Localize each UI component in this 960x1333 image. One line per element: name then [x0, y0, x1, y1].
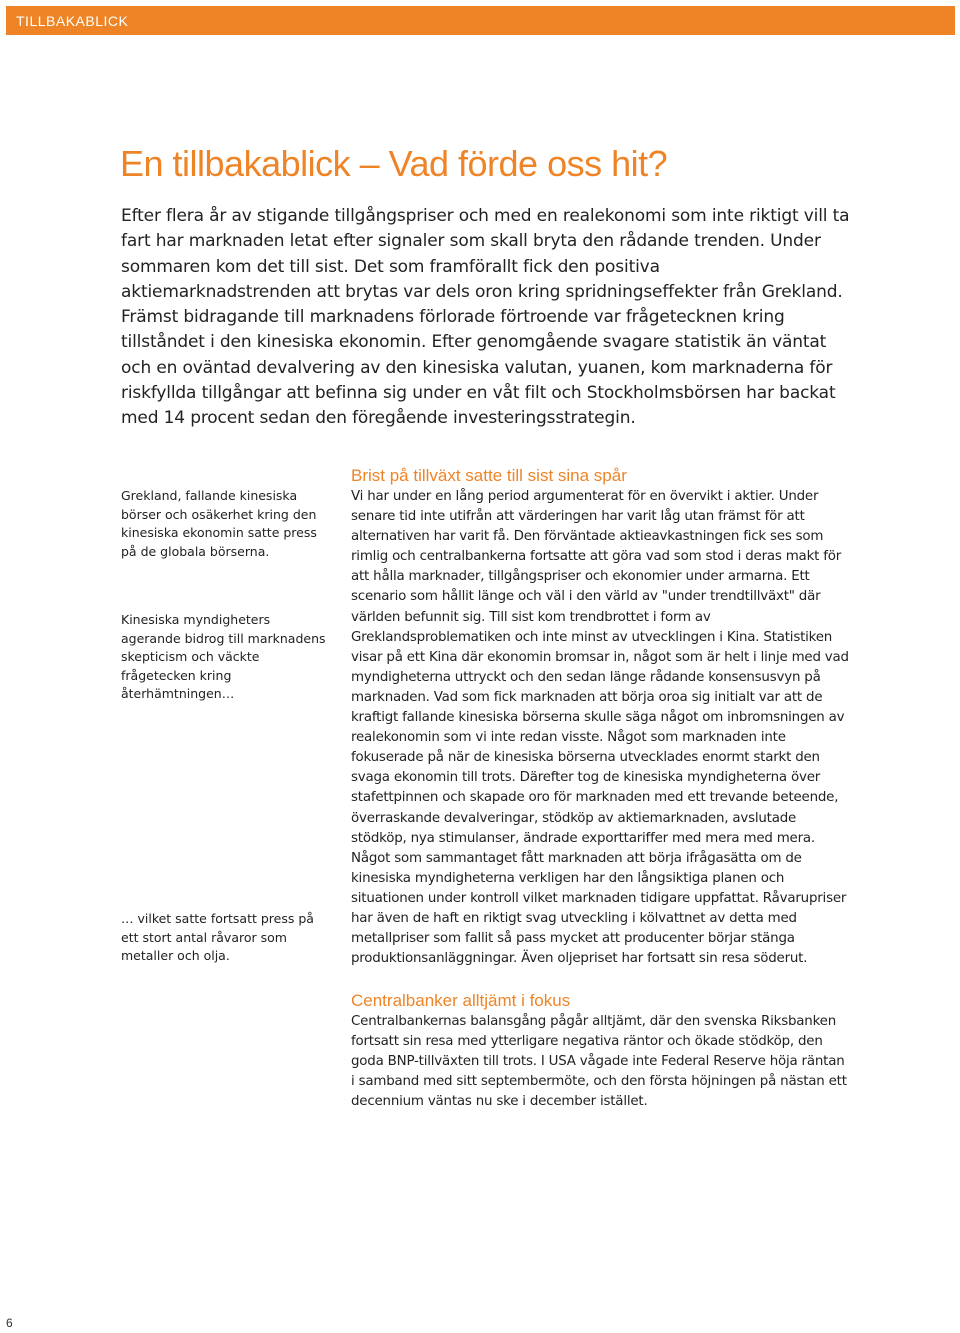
page-title: En tillbakablick – Vad förde oss hit? [120, 143, 668, 184]
section-central-banks [351, 990, 849, 1112]
sidenote-commodities: … vilket satte fortsatt press på ett stort antal råvaror som metaller och olja. [121, 911, 314, 964]
section-heading-central-banks: Centralbanker alltjämt i fokus [351, 991, 571, 1010]
page-number: 6 [6, 1316, 13, 1330]
section-label: TILLBAKABLICK [16, 13, 129, 29]
section-header-bar [6, 6, 955, 35]
section-heading-growth: Brist på tillväxt satte till sist sina spår [351, 466, 627, 485]
section-body-growth: Vi har under en lång period argumenterat för en övervikt i aktier. Under senare tid inte utifrån att värderingen har varit låg utan främst för att alternativen har varit få. Den förväntade aktieavkastningen fick ses som rimlig och centralbankerna fortsatte att göra vad som stod i deras makt för att hålla marknader, tillgångspriser och ekonomier under armarna. Ett scenario som hållit länge och väl i den värld av "under trendtillväxt" där världen befunnit sig. Till sist kom trendbrottet i form av Greklandsproblematiken och inte minst av utvecklingen i Kina. Statistiken visar på ett Kina där ekonomin bromsar in, något som är helt i linje med vad myndigheterna uttryckt och den sedan länge rådande konsensusvyn på marknaden. Vad som fick marknaden att börja oroa sig initialt var att de kraftigt fallande kinesiska börserna skulle säga något om inbromsningen av realekonomin som vi inte redan visste. Något som marknaden inte fokuserade på när de kinesiska börserna utvecklades enormt starkt den svaga ekonomin till trots. Därefter tog de kinesiska myndigheterna över stafettpinnen och skapade oro för marknaden med ett trevande beteende, överraskande devalveringar, stödköp av aktiemarknaden, avslutade stödköp, nya stimulanser, ändrade exporttariffer med mera med mera. Något som sammantaget fått marknaden att börja ifrågasätta om de kinesiska myndigheterna verkligen har den långsiktiga planen och situationen under kontroll vilket marknaden tidigare uppfattat. Råvarupriser har även de haft en riktigt svag utveckling i kölvattnet av detta med metallpriser som fallit så pass mycket att producenter börjar stänga produktionsanläggningar. Även oljepriset har fortsatt sin resa söderut. [351, 489, 849, 967]
sidenote-greece: Grekland, fallande kinesiska börser och osäkerhet kring den kinesiska ekonomin satte press på de globala börserna. [121, 488, 317, 559]
sidenote-china-authorities: Kinesiska myndigheters agerande bidrog till marknadens skepticism och väckte frågetecken kring återhämtningen… [121, 612, 326, 702]
section-body-central-banks: Centralbankernas balansgång pågår alltjämt, där den svenska Riksbanken fortsatt sin resa med ytterligare negativa räntor och ökade stödköp, den goda BNP-tillväxten till trots. I USA vågade inte Federal Reserve höja räntan i samband med sitt septembermöte, och den första höjningen på nästan ett decennium väntas nu ske i december istället. [351, 1014, 847, 1110]
intro-paragraph: Efter flera år av stigande tillgångspriser och med en realekonomi som inte riktigt vill ta fart har marknaden letat efter signaler som skall bryta den rådande trenden. Under sommaren kom det till sist. Det som framförallt fick den positiva aktiemarknadstrenden att brytas var dels oron kring spridningseffekter från Grekland. Främst bidragande till marknadens förlorade förtroende var frågetecknen kring tillståndet i den kinesiska ekonomin. Efter genomgående svagare statistik än väntat och en oväntad devalvering av den kinesiska valutan, yuanen, kom marknaderna för riskfyllda tillgångar att befinna sig under en våt filt och Stockholmsbörsen har backat med 14 procent sedan den föregående investeringsstrategin. [121, 206, 850, 429]
section-growth [351, 465, 849, 969]
